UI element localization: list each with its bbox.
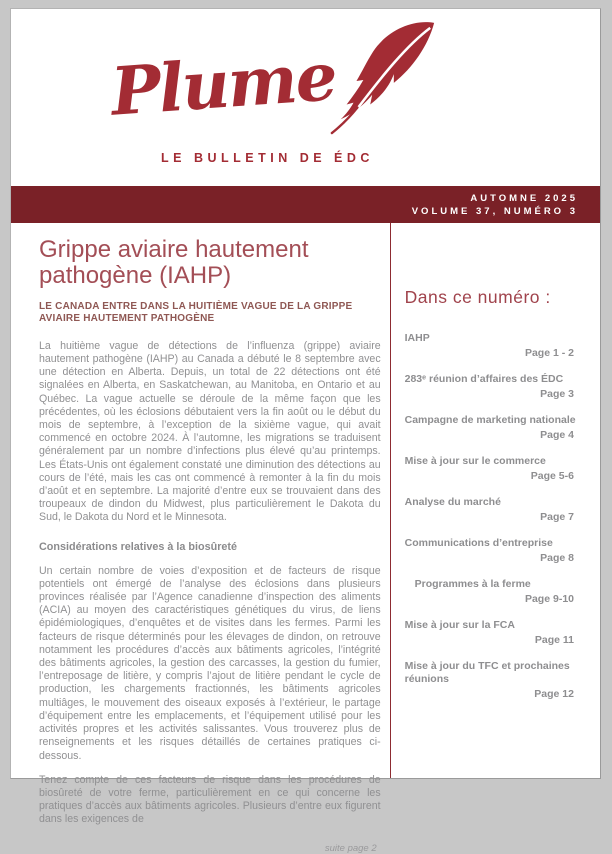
article-title: Grippe aviaire hautement pathogène (IAHP) <box>39 236 309 289</box>
main-article-column <box>11 223 390 854</box>
toc-item-title: Programmes à la ferme <box>414 578 531 590</box>
toc-item <box>405 660 586 701</box>
toc-item <box>405 537 586 565</box>
toc-item-pages: Page 1 - 2 <box>524 347 574 359</box>
content-area <box>11 223 600 854</box>
newsletter-page <box>10 8 601 854</box>
toc-heading: Dans ce numéro : <box>404 287 551 307</box>
toc-item-pages: Page 9-10 <box>524 593 574 605</box>
feather-quill-icon <box>319 19 447 137</box>
continued-on-page-note: suite page 2 <box>324 842 377 854</box>
article-paragraph: Tenez compte de ces facteurs de risque dans les procédures de biosûreté de votre ferme, particulièrement en ce qui concerne les pratiques d’accès aux bâtiments agricoles. Plusieurs d’entre eux figurent dans les exigences de <box>39 773 381 826</box>
toc-item-title: IAHP <box>404 332 430 344</box>
article-paragraph: La huitième vague de détections de l’influenza (grippe) aviaire hautement pathogène (IAHP) au Canada a débuté le 8 septembre avec une détection en Alberta. Depuis, un total de 22 détections ont été signalées en Alberta, en Saskatchewan, au Manitoba, en Ontario et au Québec. La vague actuelle se déroule de la même façon que les précédentes, où les éclosions débutaient vers la fin août ou le début du mois de septembre, à l’exception de la sixième vague, qui avait commencé en octobre 2024. À l’automne, les migrations se traduisent généralement par un nombre d’infections plus élevé qu’au printemps. Les États-Unis ont également constaté une diminution des détections au cours de l’été, mais les cas ont commencé à remonter à la fin du mois d’août et en septembre. La majorité d’entre eux se trouvaient dans des troupeaux de dindon du Midwest, plus particulièrement le Dakota du Sud, le Dakota du Nord et le Minnesota. <box>39 339 381 524</box>
toc-item <box>405 455 586 483</box>
toc-item-pages: Page 7 <box>540 511 574 523</box>
toc-item <box>405 373 586 401</box>
toc-item <box>405 578 586 606</box>
toc-item <box>405 496 586 524</box>
toc-item-pages: Page 11 <box>534 634 574 646</box>
toc-item-title: Campagne de marketing nationale <box>404 414 576 426</box>
toc-item <box>405 619 586 647</box>
toc-item <box>405 414 586 442</box>
article-paragraph: Un certain nombre de voies d’exposition et de facteurs de risque potentiels ont émergé de l’analyse des éclosions dans plusieurs provinces réalisée par l’Agence canadienne d’inspection des aliments (ACIA) au moyen des caractéristiques génétiques du virus, de liens épidémiologiques, d’enquêtes et de visites dans les fermes. Parmi les facteurs de risque déterminés pour les élevages de dindon, on retrouve notamment les procédures d’accès aux bâtiments agricoles, l’intégrité des bâtiments agricoles, la gestion des carcasses, la gestion du fumier, l’entreposage de litière, y compris l’ajout de litière pendant le cycle de production, les chargements fractionnés, les bâtiments agricoles multiâges, le mouvement des oiseaux exposés à l’extérieur, le partage d’équipement entre les emplacements, et l’équipement utilisé pour les activités propres et les activités salissantes. Vous trouverez plus de renseignements et les risques détaillés de certaines pratiques ci-dessous. <box>39 564 381 762</box>
issue-season: AUTOMNE 2025 <box>470 192 578 204</box>
issue-banner <box>11 186 600 223</box>
toc-item-title: Mise à jour sur le commerce <box>404 455 546 467</box>
article-section-heading: Considérations relatives à la biosûreté <box>39 540 238 553</box>
toc-item-title: 283ᵉ réunion d’affaires des ÉDC <box>404 373 564 385</box>
toc-item-title: Communications d’entreprise <box>404 537 553 549</box>
toc-item-title: Mise à jour sur la FCA <box>404 619 515 631</box>
masthead <box>11 9 600 186</box>
logo-wordmark: Plume <box>108 37 338 131</box>
toc-item-pages: Page 5-6 <box>530 470 574 482</box>
article-subtitle: LE CANADA ENTRE DANS LA HUITIÈME VAGUE DE LA GRIPPE AVIAIRE HAUTEMENT PATHOGÈNE <box>39 300 353 325</box>
issue-volume: VOLUME 37, NUMÉRO 3 <box>411 205 578 217</box>
toc-item-pages: Page 12 <box>534 688 574 700</box>
table-of-contents-sidebar <box>391 223 600 778</box>
toc-item <box>405 332 586 360</box>
toc-item-pages: Page 8 <box>540 552 574 564</box>
toc-item-pages: Page 3 <box>540 388 574 400</box>
toc-item-title: Mise à jour du TFC et prochaines réunions <box>404 660 570 685</box>
logo-tagline: LE BULLETIN DE ÉDC <box>161 151 374 165</box>
toc-item-title: Analyse du marché <box>404 496 501 508</box>
plume-logo <box>103 23 415 183</box>
toc-item-pages: Page 4 <box>540 429 574 441</box>
